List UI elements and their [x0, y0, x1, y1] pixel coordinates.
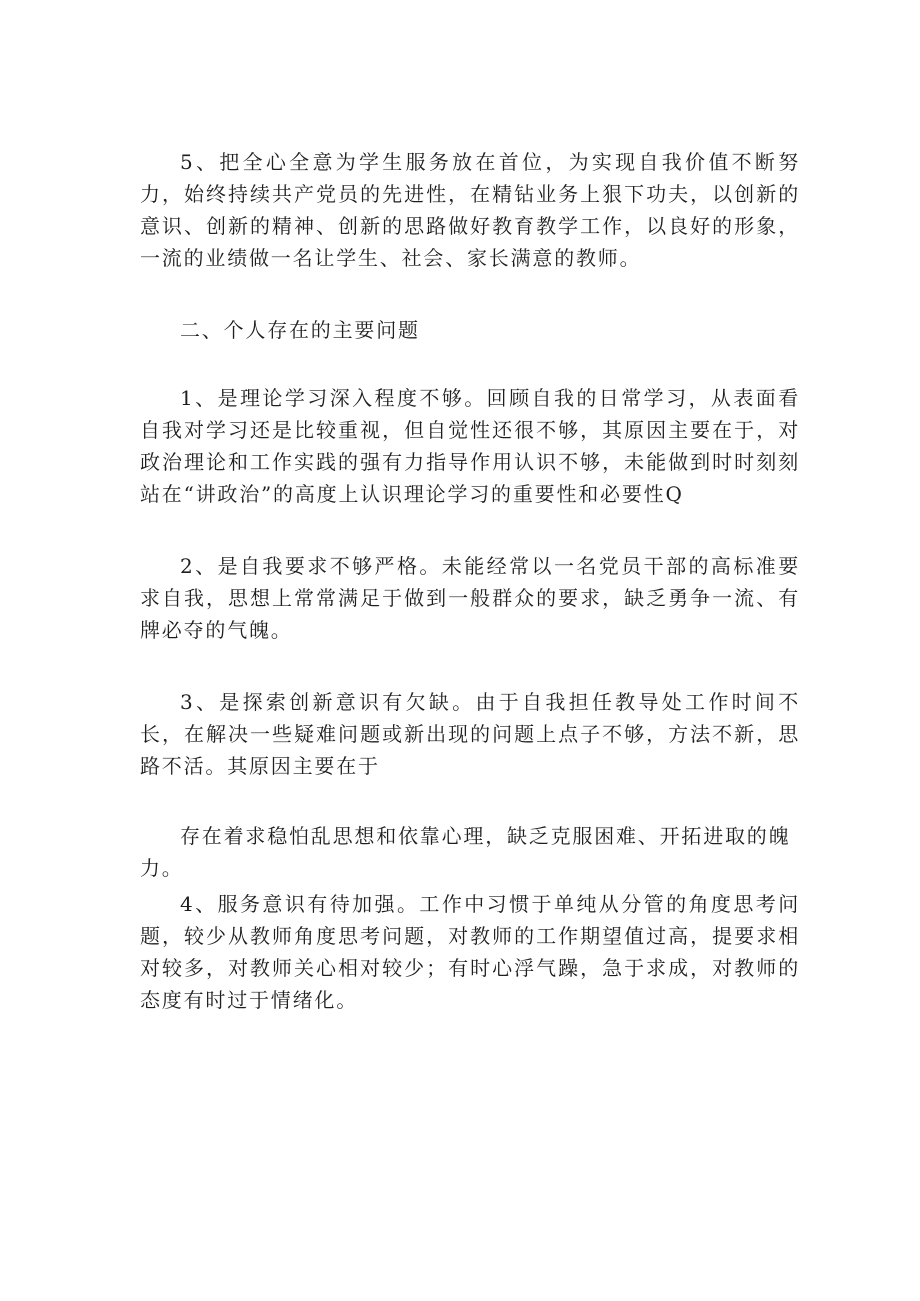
paragraph-3-innovation: 3、是探索创新意识有欠缺。由于自我担任教导处工作时间不长，在解决一些疑难问题或新出现的问题上点子不够，方法不新，思路不活。其原因主要在于 — [140, 690, 800, 778]
paragraph-5-service-commitment: 5、把全心全意为学生服务放在首位，为实现自我价值不断努力，始终持续共产党员的先进性，在精钻业务上狠下功夫，以创新的意识、创新的精神、创新的思路做好教育教学工作，以良好的形象，一流的业绩做一名让学生、社会、家长满意的教师。 — [140, 150, 800, 270]
paragraph-3-continuation: 存在着求稳怕乱思想和依靠心理，缺乏克服困难、开拓进取的魄力。 — [140, 824, 791, 880]
paragraph-2-self-requirement: 2、是自我要求不够严格。未能经常以一名党员干部的高标准要求自我，思想上常常满足于做到一般群众的要求，缺乏勇争一流、有牌必夺的气魄。 — [140, 554, 800, 642]
section-heading-main-problems: 二、个人存在的主要问题 — [180, 318, 420, 342]
paragraph-4-service-awareness: 4、服务意识有待加强。工作中习惯于单纯从分管的角度思考问题，较少从教师角度思考问题，对教师的工作期望值过高，提要求相对较多，对教师关心相对较少；有时心浮气躁，急于求成，对教师的态度有时过于情绪化。 — [140, 892, 800, 1012]
paragraph-1-theory-study: 1、是理论学习深入程度不够。回顾自我的日常学习，从表面看自我对学习还是比较重视，但自觉性还很不够，其原因主要在于，对政治理论和工作实践的强有力指导作用认识不够，未能做到时时刻刻站在“讲政治”的高度上认识理论学习的重要性和必要性Q — [140, 386, 800, 506]
